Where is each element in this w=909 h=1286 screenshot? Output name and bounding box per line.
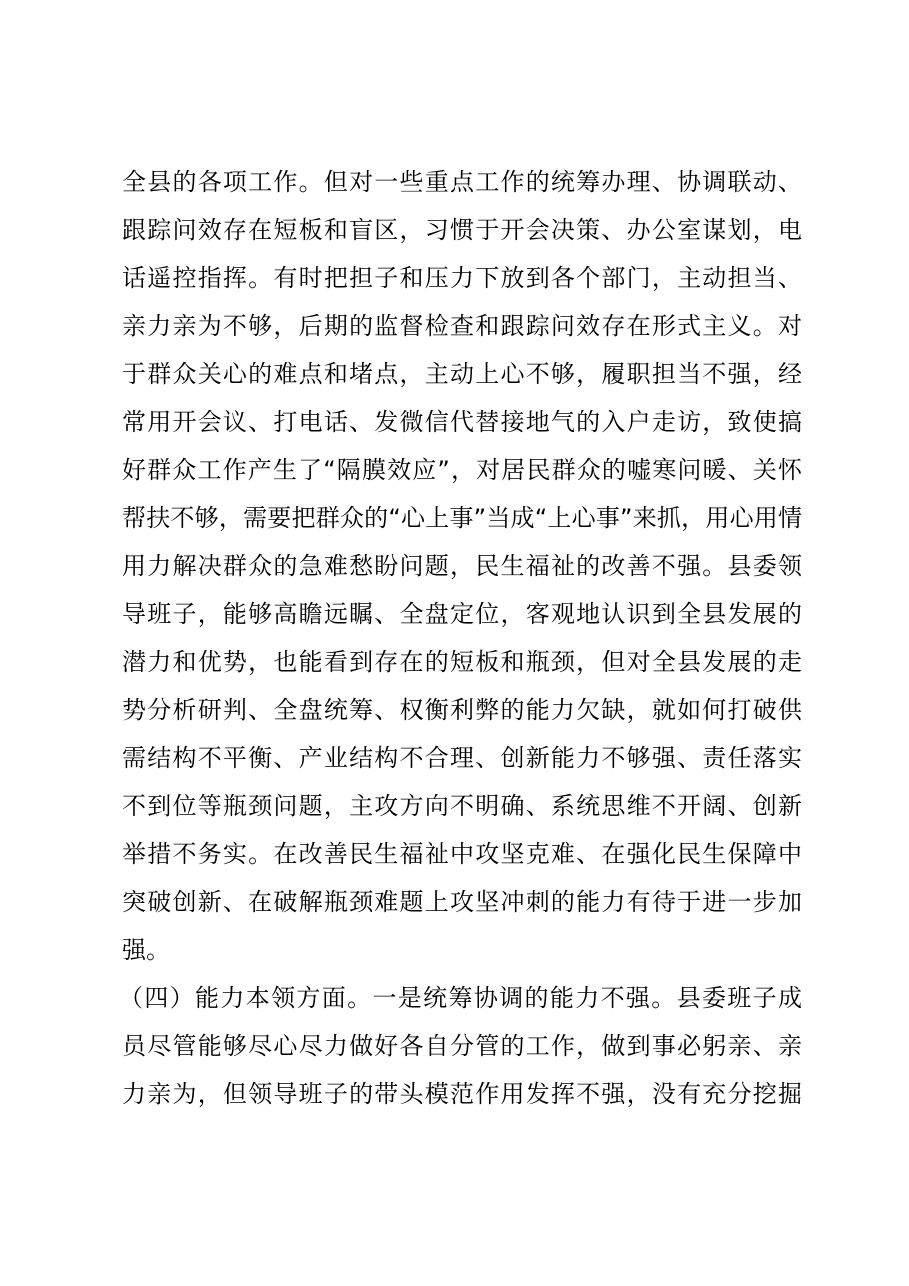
text-line: 需结构不平衡、产业结构不合理、创新能力不够强、责任落实 <box>122 744 802 772</box>
text-line: 好群众工作产生了“隔膜效应”，对居民群众的嘘寒问暖、关怀 <box>122 456 802 484</box>
text-line: 力亲为，但领导班子的带头模范作用发挥不强，没有充分挖掘 <box>122 1080 802 1108</box>
text-line: 常用开会议、打电话、发微信代替接地气的入户走访，致使搞 <box>122 408 802 436</box>
text-line: 全县的各项工作。但对一些重点工作的统筹办理、协调联动、 <box>122 168 802 196</box>
text-line: 跟踪问效存在短板和盲区，习惯于开会决策、办公室谋划，电 <box>122 216 802 244</box>
text-line: 亲力亲为不够，后期的监督检查和跟踪问效存在形式主义。对 <box>122 312 802 340</box>
text-line: 用力解决群众的急难愁盼问题，民生福祉的改善不强。县委领 <box>122 552 802 580</box>
text-line: 举措不务实。在改善民生福祉中攻坚克难、在强化民生保障中 <box>122 840 802 868</box>
text-line: 导班子，能够高瞻远瞩、全盘定位，客观地认识到全县发展的 <box>122 600 802 628</box>
text-line: 潜力和优势，也能看到存在的短板和瓶颈，但对全县发展的走 <box>122 648 802 676</box>
text-line: 于群众关心的难点和堵点，主动上心不够，履职担当不强，经 <box>122 360 802 388</box>
text-line: 势分析研判、全盘统筹、权衡利弊的能力欠缺，就如何打破供 <box>122 696 802 724</box>
text-line: 不到位等瓶颈问题，主攻方向不明确、系统思维不开阔、创新 <box>122 792 802 820</box>
text-line: 帮扶不够，需要把群众的“心上事”当成“上心事”来抓，用心用情 <box>122 504 802 532</box>
text-line: 强。 <box>122 936 170 964</box>
section-heading-line: （四）能力本领方面。一是统筹协调的能力不强。县委班子成 <box>119 984 802 1012</box>
body-text <box>119 158 802 1118</box>
text-line: 突破创新、在破解瓶颈难题上攻坚冲刺的能力有待于进一步加 <box>122 888 802 916</box>
text-line: 话遥控指挥。有时把担子和压力下放到各个部门，主动担当、 <box>122 264 802 292</box>
text-line: 员尽管能够尽心尽力做好各自分管的工作，做到事必躬亲、亲 <box>122 1032 802 1060</box>
